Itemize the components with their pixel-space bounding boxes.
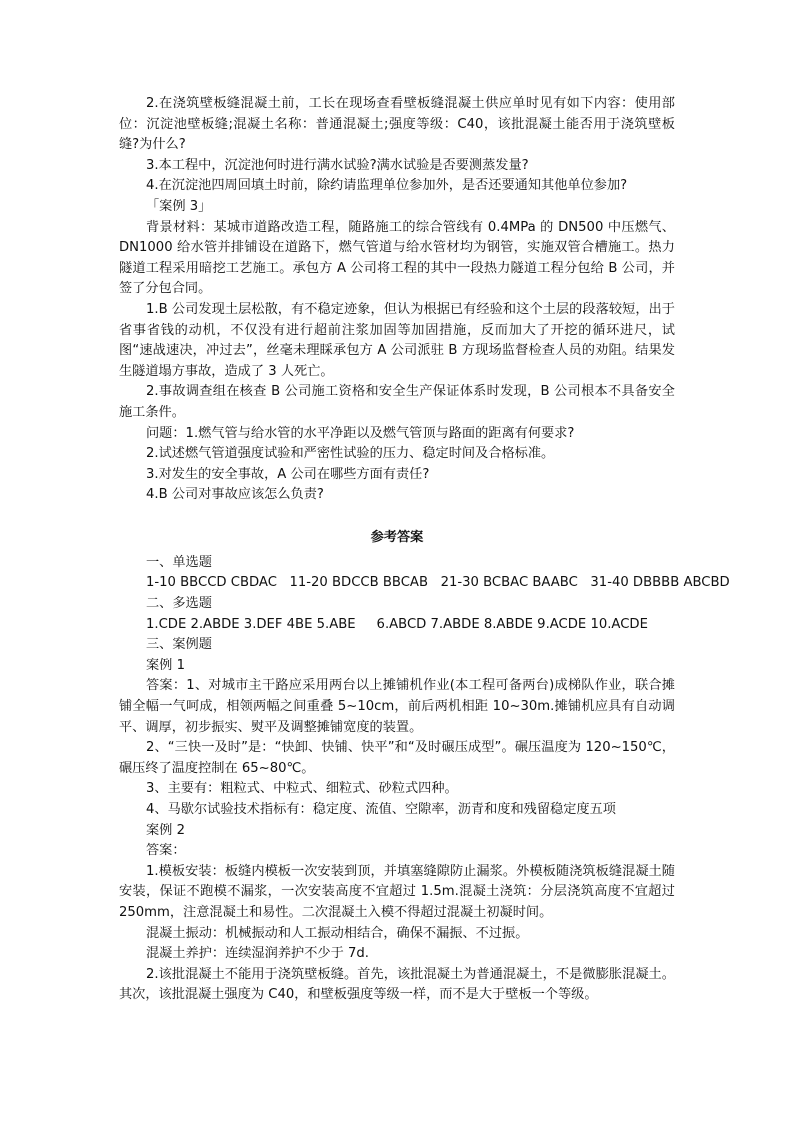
case-2-answer-label: 答案： — [146, 843, 186, 859]
multi-choice-heading: 二、多选题 — [146, 596, 212, 612]
case-3-paragraph-1: 1.B 公司发现土层松散，有不稳定迹象，但认为根据已有经验和这个土层的段落较短，出于省事省钱的动机，不仅没有进行超前注浆加固等加固措施，反而加大了开挖的循环进尺，试图“速战速决，冲过去”，丝毫未理睬承包方 A 公司派驻 B 方现场监督检查人员的劝阻。结果发生隧道塌方事故，造成了 3 人死亡。 — [119, 301, 675, 379]
question-4: 4.在沉淀池四周回填土时前，除约请监理单位参加外，是否还要通知其他单位参加? — [146, 178, 628, 194]
case-2-answer-2: 2.该批混凝土不能用于浇筑壁板缝。首先，该批混凝土为普通混凝土，不是微膨胀混凝土。其次，该批混凝土强度为 C40，和壁板强度等级一样，而不是大于壁板一个等级。 — [119, 966, 675, 1003]
question-3: 3.本工程中，沉淀池何时进行满水试验?满水试验是否要测蒸发量? — [146, 157, 529, 173]
case-1-answer-4: 4、马歇尔试验技术指标有：稳定度、流值、空隙率，沥青和度和残留稳定度五项 — [146, 802, 616, 817]
case-1-heading: 案例 1 — [146, 657, 185, 673]
case-2-curing: 混凝土养护：连续湿润养护不少于 7d. — [146, 946, 369, 962]
case-3-question-1: 问题：1.燃气管与给水管的水平净距以及燃气管顶与路面的距离有何要求? — [146, 425, 575, 441]
case-3-question-4: 4.B 公司对事故应该怎么负责? — [146, 487, 324, 503]
case-3-paragraph-2: 2.事故调查组在核查 B 公司施工资格和安全生产保证体系时发现，B 公司根本不具备安全施工条件。 — [119, 384, 675, 420]
case-3-question-2: 2.试述燃气管道强度试验和严密性试验的压力、稳定时间及合格标准。 — [146, 446, 555, 462]
case-3-question-3: 3.对发生的安全事故，A 公司在哪些方面有责任? — [146, 466, 430, 482]
case-2-heading: 案例 2 — [146, 822, 185, 838]
case-3-heading: 「案例 3」 — [146, 198, 212, 214]
multi-choice-answers: 1.CDE 2.ABDE 3.DEF 4BE 5.ABE 6.ABCD 7.ABDE 8.ABDE 9.ACDE 10.ACDE — [146, 616, 648, 632]
case-questions-heading: 三、案例题 — [146, 637, 212, 653]
case-1-answer-3: 3、主要有：粗粒式、中粒式、细粒式、砂粒式四种。 — [146, 781, 458, 797]
document-page — [119, 94, 730, 1006]
case-2-answer-1: 1.模板安装：板缝内模板一次安装到顶，并填塞缝隙防止漏浆。外模板随浇筑板缝混凝土随安装，保证不跑模不漏浆，一次安装高度不宜超过 1.5m.混凝土浇筑：分层浇筑高度不宜超过 250mm，注意混凝土和易性。二次混凝土入模不得超过混凝土初凝时间。 — [119, 863, 675, 920]
question-2: 2.在浇筑壁板缝混凝土前，工长在现场查看壁板缝混凝土供应单时见有如下内容：使用部位：沉淀池壁板缝;混凝土名称：普通混凝土;强度等级：C40，该批混凝土能否用于浇筑壁板缝?为什么? — [119, 96, 675, 153]
answers-title: 参考答案 — [370, 529, 424, 545]
case-1-answer-2: 2、“三快一及时”是：“快卸、快铺、快平”和“及时碾压成型”。碾压温度为 120~150℃，碾压终了温度控制在 65~80℃。 — [119, 740, 675, 776]
single-choice-answers: 1-10 BBCCD CBDAC 11-20 BDCCB BBCAB 21-30 BCBAC BAABC 31-40 DBBBB ABCBD — [146, 575, 730, 591]
case-2-vibration: 混凝土振动：机械振动和人工振动相结合，确保不漏振、不过振。 — [146, 925, 529, 941]
case-1-answer-1: 答案：1、对城市主干路应采用两台以上摊铺机作业(本工程可备两台)成梯队作业，联合摊铺全幅一气呵成，相领两幅之间重叠 5~10cm，前后两机相距 10~30m.摊铺机应具有自动调平、调厚，初步振实、熨平及调整摊铺宽度的装置。 — [119, 678, 675, 735]
single-choice-heading: 一、单选题 — [146, 554, 212, 570]
case-3-background: 背景材料：某城市道路改造工程，随路施工的综合管线有 0.4MPa 的 DN500 中压燃气、DN1000 给水管并排铺设在道路下，燃气管道与给水管材均为钢管，实施双管合槽施工。热力隧道工程采用暗挖工艺施工。承包方 A 公司将工程的其中一段热力隧道工程分包给 B 公司，并签了分包合同。 — [119, 219, 675, 297]
